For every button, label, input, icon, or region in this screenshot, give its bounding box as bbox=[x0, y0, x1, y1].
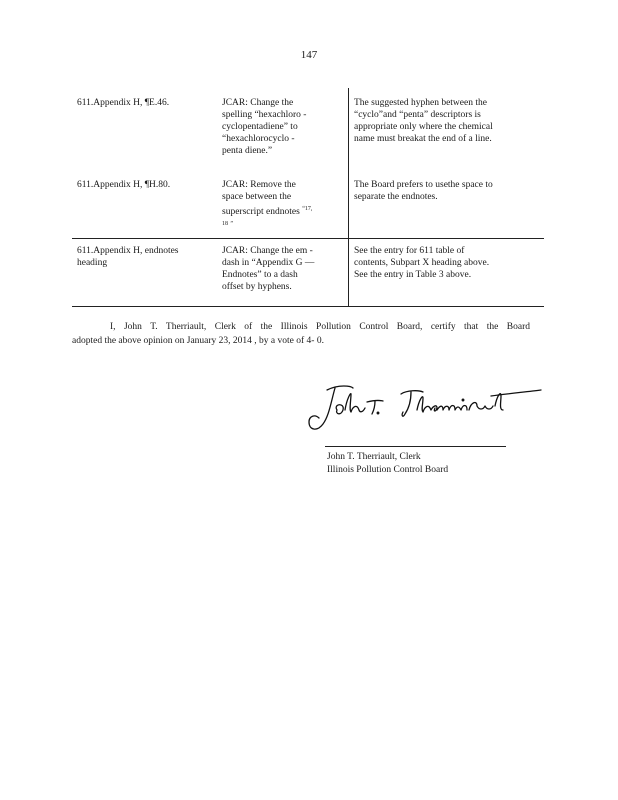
row-3-action-line: offset by hyphens. bbox=[222, 282, 292, 292]
row-1-comment-line: The suggested hyphen between the bbox=[354, 98, 487, 108]
row-3-action-line: JCAR: Change the em - bbox=[222, 246, 313, 256]
certification-line-1: I, John T. Therriault, Clerk of the Illinois Pollution Control Board, certify that the Board bbox=[110, 322, 530, 332]
signer-name: John T. Therriault, Clerk bbox=[327, 452, 421, 462]
signer-organization: Illinois Pollution Control Board bbox=[327, 465, 449, 475]
row-3-comment bbox=[354, 245, 530, 281]
row-3-action-line: Endnotes” to a dash bbox=[222, 270, 298, 280]
row-3-section-line: 611.Appendix H, endnotes bbox=[77, 246, 179, 256]
page-number: 147 bbox=[300, 49, 318, 61]
row-1-action-line: “hexachlorocyclo - bbox=[222, 134, 295, 144]
row-2-comment bbox=[354, 179, 530, 203]
row-1-section: 611.Appendix H, ¶E.46. bbox=[77, 98, 170, 108]
table-bottom-rule bbox=[72, 306, 544, 307]
row-1-comment-line: name must breakat the end of a line. bbox=[354, 134, 492, 144]
row-2-action bbox=[222, 179, 317, 233]
row-1-comment bbox=[354, 97, 530, 145]
endnote-superscript: 18 bbox=[222, 221, 228, 228]
row-2-comment-line: The Board prefers to usethe space to bbox=[354, 180, 493, 190]
row-2-comment-line: separate the endnotes. bbox=[354, 192, 438, 202]
row-divider bbox=[72, 238, 544, 239]
signer-block bbox=[327, 451, 448, 477]
endnote-superscript-close: ” bbox=[230, 221, 234, 228]
row-2-action-line bbox=[222, 218, 317, 233]
row-3-comment-line: See the entry for 611 table of bbox=[354, 246, 465, 256]
row-2-section: 611.Appendix H, ¶H.80. bbox=[77, 180, 171, 190]
row-2-action-line-text: superscript endnotes bbox=[222, 207, 300, 218]
certification-line-2: adopted the above opinion on January 23, 2014 , by a vote of 4- 0. bbox=[72, 336, 324, 346]
row-3-comment-line: See the entry in Table 3 above. bbox=[354, 270, 472, 280]
row-2-action-line: space between the bbox=[222, 192, 292, 202]
row-1-comment-line: “cyclo”and “penta” descriptors is bbox=[354, 110, 481, 120]
certification-paragraph bbox=[72, 320, 530, 348]
row-1-action-line: cyclopentadiene” to bbox=[222, 122, 298, 132]
column-divider bbox=[348, 88, 349, 307]
row-3-section-line: heading bbox=[77, 258, 108, 268]
signature-line bbox=[325, 446, 506, 447]
row-3-action-line: dash in “Appendix G — bbox=[222, 258, 315, 268]
row-1-action-line: penta diene.” bbox=[222, 146, 273, 156]
row-3-comment-line: contents, Subpart X heading above. bbox=[354, 258, 490, 268]
row-1-action bbox=[222, 97, 317, 157]
revisions-table bbox=[72, 88, 544, 307]
endnote-superscript-open: “17, bbox=[302, 206, 313, 212]
row-1-comment-line: appropriate only where the chemical bbox=[354, 122, 493, 132]
row-3-action bbox=[222, 245, 317, 293]
row-2-action-line bbox=[222, 203, 317, 218]
row-1-action-line: spelling “hexachloro - bbox=[222, 110, 307, 120]
handwritten-signature bbox=[305, 380, 545, 440]
row-1-action-line: JCAR: Change the bbox=[222, 98, 294, 108]
row-3-section bbox=[77, 245, 217, 269]
row-2-action-line: JCAR: Remove the bbox=[222, 180, 296, 190]
